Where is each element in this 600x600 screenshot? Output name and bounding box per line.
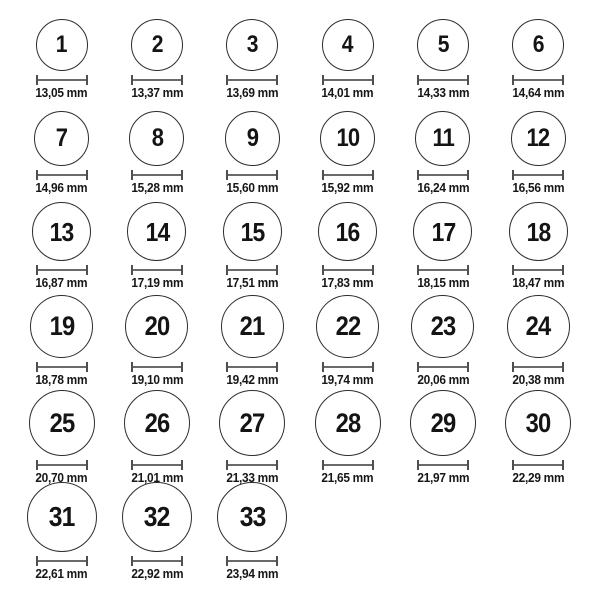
ring-size-item: [205, 293, 300, 390]
diameter-label: 23,94 mm: [226, 567, 279, 581]
diameter-measure-line: [322, 460, 374, 470]
diameter-label: 17,83 mm: [321, 276, 374, 291]
ring-size-item: [14, 390, 109, 488]
ring-size-number: 17: [431, 216, 455, 247]
ring-circle: [129, 111, 184, 166]
diameter-measure-line: [131, 362, 183, 372]
ring-size-number: 3: [246, 30, 258, 58]
ring-circle: [417, 19, 469, 71]
diameter-measure-line: [131, 170, 183, 180]
ring-circle: [511, 111, 566, 166]
ring-size-number: 31: [48, 501, 75, 532]
diameter-label: 13,69 mm: [226, 85, 279, 100]
diameter-measure-line: [512, 170, 564, 180]
ring-size-item: [300, 390, 395, 488]
ring-size-item: [395, 293, 490, 390]
ring-circle: [225, 111, 280, 166]
ring-circle: [512, 19, 564, 71]
ring-size-item: [300, 103, 395, 198]
ring-size-item: [491, 198, 586, 294]
diameter-label: 22,92 mm: [131, 567, 183, 581]
ring-size-item: [395, 390, 490, 488]
diameter-measure-line: [36, 460, 88, 470]
ring-size-item: [14, 103, 109, 198]
diameter-measure-line: [36, 170, 88, 180]
ring-size-item: [109, 390, 204, 488]
ring-size-number: 15: [240, 216, 265, 247]
ring-circle: [410, 390, 476, 456]
ring-size-row: [14, 198, 586, 294]
ring-size-number: 18: [526, 216, 551, 247]
diameter-label: 21,97 mm: [417, 471, 469, 485]
ring-size-number: 33: [239, 501, 266, 532]
ring-circle: [127, 202, 186, 261]
ring-size-row: [14, 293, 586, 390]
ring-size-number: 9: [246, 123, 258, 152]
diameter-measure-line: [417, 75, 469, 85]
ring-size-number: 20: [144, 311, 170, 341]
diameter-measure-line: [36, 75, 88, 85]
diameter-label: 14,96 mm: [35, 180, 88, 195]
diameter-measure-line: [417, 362, 469, 372]
diameter-label: 20,38 mm: [512, 373, 565, 387]
ring-size-number: 7: [55, 123, 68, 152]
ring-circle: [27, 482, 97, 552]
ring-circle: [505, 390, 571, 456]
ring-size-item: [14, 488, 109, 600]
diameter-measure-line: [512, 75, 564, 85]
ring-size-number: 25: [49, 407, 74, 438]
diameter-measure-line: [131, 265, 183, 275]
ring-circle: [219, 390, 285, 456]
diameter-measure-line: [417, 460, 469, 470]
diameter-label: 15,28 mm: [131, 180, 183, 195]
diameter-label: 21,33 mm: [226, 471, 279, 485]
diameter-measure-line: [131, 460, 183, 470]
ring-size-number: 1: [56, 30, 68, 58]
ring-circle: [122, 482, 192, 552]
diameter-label: 22,61 mm: [35, 567, 88, 581]
ring-size-item: [14, 198, 109, 294]
ring-circle: [29, 390, 95, 456]
diameter-measure-line: [226, 556, 278, 566]
ring-size-row: [14, 8, 586, 103]
diameter-label: 13,37 mm: [131, 85, 183, 100]
ring-circle: [131, 19, 183, 71]
diameter-measure-line: [322, 75, 374, 85]
diameter-measure-line: [512, 460, 564, 470]
diameter-measure-line: [36, 556, 88, 566]
diameter-measure-line: [226, 75, 278, 85]
ring-circle: [413, 202, 472, 261]
diameter-label: 19,10 mm: [131, 373, 183, 387]
diameter-label: 14,01 mm: [321, 85, 374, 100]
ring-circle: [316, 295, 379, 358]
ring-size-item: [300, 198, 395, 294]
ring-size-item: [205, 198, 300, 294]
ring-size-item: [395, 103, 490, 198]
ring-size-number: 24: [525, 311, 551, 341]
ring-size-number: 11: [432, 123, 454, 152]
diameter-label: 19,74 mm: [321, 373, 374, 387]
diameter-label: 14,33 mm: [417, 85, 469, 100]
diameter-label: 19,42 mm: [226, 373, 279, 387]
ring-circle: [507, 295, 570, 358]
ring-size-number: 32: [144, 501, 170, 532]
ring-circle: [223, 202, 282, 261]
ring-circle: [415, 111, 470, 166]
ring-size-item: [205, 103, 300, 198]
ring-circle: [320, 111, 375, 166]
ring-size-number: 6: [532, 30, 544, 58]
ring-circle: [125, 295, 188, 358]
ring-size-number: 27: [239, 407, 265, 438]
ring-size-row: [14, 103, 586, 198]
diameter-label: 21,01 mm: [131, 471, 183, 485]
diameter-label: 17,19 mm: [131, 276, 183, 291]
ring-size-number: 19: [49, 311, 74, 341]
diameter-measure-line: [226, 265, 278, 275]
ring-size-number: 29: [430, 407, 456, 438]
ring-circle: [36, 19, 88, 71]
diameter-label: 18,47 mm: [512, 276, 565, 291]
diameter-label: 16,56 mm: [512, 180, 565, 195]
ring-size-number: 12: [526, 123, 550, 152]
ring-size-number: 14: [145, 216, 169, 247]
ring-size-number: 10: [336, 123, 359, 152]
ring-size-item: [205, 488, 300, 600]
ring-size-number: 26: [144, 407, 170, 438]
ring-circle: [124, 390, 190, 456]
diameter-label: 16,24 mm: [417, 180, 469, 195]
ring-size-item: [491, 8, 586, 103]
ring-circle: [315, 390, 381, 456]
diameter-label: 13,05 mm: [35, 85, 88, 100]
ring-size-item: [109, 8, 204, 103]
ring-size-item: [300, 8, 395, 103]
diameter-measure-line: [322, 265, 374, 275]
diameter-measure-line: [131, 556, 183, 566]
diameter-label: 15,92 mm: [321, 180, 374, 195]
ring-size-number: 16: [335, 216, 360, 247]
diameter-label: 20,06 mm: [417, 373, 469, 387]
ring-size-number: 2: [151, 30, 163, 58]
ring-size-item: [300, 293, 395, 390]
ring-circle: [32, 202, 91, 261]
diameter-measure-line: [131, 75, 183, 85]
ring-circle: [30, 295, 93, 358]
ring-size-item: [491, 103, 586, 198]
ring-size-row: [14, 488, 586, 600]
diameter-measure-line: [322, 362, 374, 372]
diameter-label: 21,65 mm: [321, 471, 374, 485]
ring-circle: [34, 111, 89, 166]
ring-size-number: 30: [525, 407, 551, 438]
ring-size-item: [491, 390, 586, 488]
diameter-label: 18,15 mm: [417, 276, 469, 291]
ring-size-number: 23: [430, 311, 456, 341]
ring-size-item: [395, 8, 490, 103]
diameter-label: 17,51 mm: [226, 276, 279, 291]
ring-size-item: [109, 103, 204, 198]
ring-size-item: [491, 293, 586, 390]
ring-circle: [411, 295, 474, 358]
ring-size-item: [395, 198, 490, 294]
ring-size-item: [14, 293, 109, 390]
diameter-measure-line: [512, 265, 564, 275]
ring-circle: [217, 482, 287, 552]
ring-size-number: 28: [335, 407, 360, 438]
diameter-label: 22,29 mm: [512, 471, 565, 485]
diameter-label: 15,60 mm: [226, 180, 279, 195]
diameter-measure-line: [226, 362, 278, 372]
diameter-measure-line: [322, 170, 374, 180]
ring-size-item: [205, 8, 300, 103]
diameter-measure-line: [512, 362, 564, 372]
diameter-measure-line: [36, 265, 88, 275]
ring-circle: [221, 295, 284, 358]
ring-size-item: [205, 390, 300, 488]
diameter-measure-line: [226, 460, 278, 470]
diameter-measure-line: [417, 170, 469, 180]
ring-circle: [322, 19, 374, 71]
ring-size-item: [14, 8, 109, 103]
ring-size-number: 21: [239, 311, 265, 341]
ring-size-number: 13: [49, 216, 74, 247]
ring-size-number: 5: [437, 30, 449, 58]
diameter-measure-line: [36, 362, 88, 372]
ring-circle: [226, 19, 278, 71]
diameter-measure-line: [417, 265, 469, 275]
diameter-label: 16,87 mm: [35, 276, 88, 291]
ring-size-number: 22: [335, 311, 360, 341]
ring-size-number: 8: [151, 123, 163, 152]
ring-circle: [318, 202, 377, 261]
diameter-label: 18,78 mm: [35, 373, 88, 387]
diameter-label: 20,70 mm: [35, 471, 88, 485]
ring-size-item: [109, 198, 204, 294]
ring-size-item: [109, 293, 204, 390]
ring-size-row: [14, 390, 586, 488]
ring-circle: [509, 202, 568, 261]
ring-size-item: [109, 488, 204, 600]
ring-size-number: 4: [342, 30, 354, 58]
diameter-measure-line: [226, 170, 278, 180]
diameter-label: 14,64 mm: [512, 85, 565, 100]
